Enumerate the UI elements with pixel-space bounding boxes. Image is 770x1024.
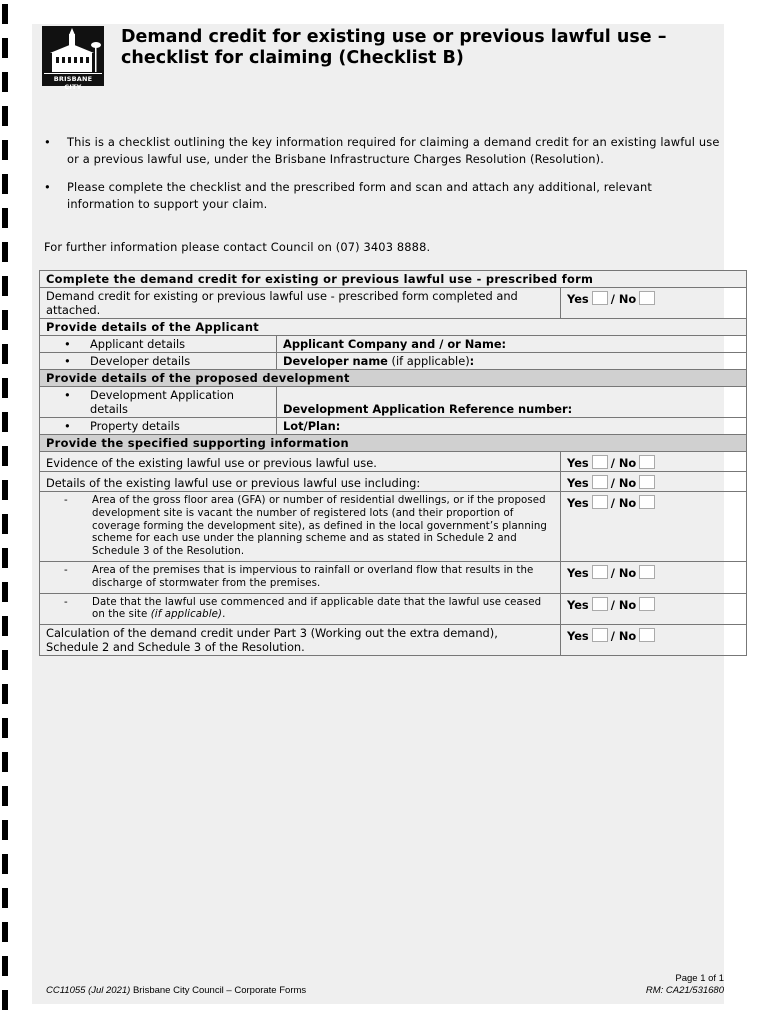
table-row [40, 452, 747, 472]
edge-mark [2, 820, 8, 840]
edge-mark [2, 378, 8, 398]
page-title: Demand credit for existing use or previous lawful use – checklist for claiming (Checklist B) [121, 27, 667, 68]
yes-no-choice: Yes / No [561, 593, 747, 625]
table-row [40, 418, 747, 435]
dev-app-details-item: • Development Application details [40, 387, 277, 418]
intro-bullets [44, 134, 720, 224]
yes-no-choice: Yes / No [561, 452, 747, 472]
edge-mark [2, 514, 8, 534]
property-details-item: • Property details [40, 418, 277, 435]
edge-mark [2, 990, 8, 1010]
brisbane-city-logo [42, 26, 104, 91]
edge-mark [2, 310, 8, 330]
page-number: Page 1 of 1 [675, 973, 724, 984]
edge-mark [2, 140, 8, 160]
dev-app-reference-field[interactable]: Development Application Reference number: [277, 387, 747, 418]
section-header-row [40, 370, 747, 387]
no-checkbox[interactable] [639, 291, 655, 305]
table-row [40, 387, 747, 418]
footer-form-code: CC11055 (Jul 2021) Brisbane City Council – Corporate Forms [46, 985, 307, 996]
yes-no-choice: Yes / No [561, 472, 747, 492]
footer-page-info [646, 973, 724, 997]
edge-mark [2, 786, 8, 806]
applicant-details-item: • Applicant details [40, 336, 277, 353]
yes-checkbox[interactable] [592, 455, 608, 469]
prescribed-form-item: Demand credit for existing or previous lawful use - prescribed form completed and attached. [40, 288, 561, 319]
intro-bullet-text: Please complete the checklist and the prescribed form and scan and attach any additional, relevant information to support your claim. [67, 180, 652, 211]
intro-bullet [44, 134, 720, 167]
claim-checklist-table [39, 270, 747, 656]
edge-mark [2, 718, 8, 738]
edge-mark [2, 242, 8, 262]
section-header-row [40, 319, 747, 336]
table-row [40, 336, 747, 353]
edge-mark [2, 582, 8, 602]
yes-checkbox[interactable] [592, 597, 608, 611]
no-checkbox[interactable] [639, 565, 655, 579]
edge-mark [2, 174, 8, 194]
edge-mark [2, 854, 8, 874]
section-header-supporting-info: Provide the specified supporting information [40, 435, 747, 452]
section-header-prescribed-form: Complete the demand credit for existing or previous lawful use - prescribed form [40, 271, 747, 288]
edge-mark [2, 276, 8, 296]
section-header-row [40, 271, 747, 288]
table-row [40, 593, 747, 625]
edge-mark [2, 888, 8, 908]
developer-details-item: • Developer details [40, 353, 277, 370]
edge-mark [2, 412, 8, 432]
logo-text: BRISBANE CITY [53, 75, 93, 91]
no-checkbox[interactable] [639, 628, 655, 642]
edge-mark [2, 956, 8, 976]
edge-mark [2, 4, 8, 24]
section-header-proposed-development: Provide details of the proposed development [40, 370, 747, 387]
contact-info: For further information please contact Council on (07) 3403 8888. [44, 240, 431, 254]
yes-checkbox[interactable] [592, 495, 608, 509]
section-header-applicant: Provide details of the Applicant [40, 319, 747, 336]
yes-checkbox[interactable] [592, 628, 608, 642]
bullet-symbol: • [44, 135, 51, 149]
yes-no-choice: Yes / No [561, 288, 747, 319]
applicant-name-field[interactable]: Applicant Company and / or Name: [277, 336, 747, 353]
yes-checkbox[interactable] [592, 565, 608, 579]
intro-bullet-text: This is a checklist outlining the key information required for claiming a demand credit for an existing lawful use or a previous lawful use, under the Brisbane Infrastructure Charges Resolution (Resolution). [67, 135, 720, 166]
edge-mark [2, 106, 8, 126]
edge-mark [2, 922, 8, 942]
edge-mark [2, 480, 8, 500]
no-checkbox[interactable] [639, 475, 655, 489]
edge-mark [2, 684, 8, 704]
table-row [40, 561, 747, 593]
yes-no-choice: Yes / No [561, 492, 747, 562]
no-checkbox[interactable] [639, 455, 655, 469]
yes-checkbox[interactable] [592, 291, 608, 305]
edge-mark [2, 208, 8, 228]
edge-mark [2, 650, 8, 670]
table-row [40, 288, 747, 319]
impervious-area-sub-item: - Area of the premises that is impervious to rainfall or overland flow that results in the discharge of stormwater from the premises. [40, 561, 561, 593]
edge-mark [2, 752, 8, 772]
developer-name-field[interactable]: Developer name (if applicable): [277, 353, 747, 370]
edge-mark [2, 38, 8, 58]
table-row [40, 472, 747, 492]
record-number: RM: CA21/531680 [645, 985, 724, 996]
table-row [40, 492, 747, 562]
no-checkbox[interactable] [639, 495, 655, 509]
scan-edge-marks [0, 0, 10, 1024]
calculation-item: Calculation of the demand credit under Part 3 (Working out the extra demand), Schedule 2 and Schedule 3 of the Resolution. [40, 625, 561, 656]
bullet-symbol: • [44, 180, 51, 194]
yes-no-choice: Yes / No [561, 561, 747, 593]
details-item: Details of the existing lawful use or previous lawful use including: [40, 472, 561, 492]
edge-mark [2, 344, 8, 364]
edge-mark [2, 72, 8, 92]
gfa-sub-item: - Area of the gross floor area (GFA) or number of residential dwellings, or if the proposed development site is vacant the number of registered lots (and their proportion of coverage forming the development site), as defined in the local government’s planning scheme for each use under the planning scheme and as stated in Schedule 2 and Schedule 3 of the Resolution. [40, 492, 561, 562]
lot-plan-field[interactable]: Lot/Plan: [277, 418, 747, 435]
edge-mark [2, 548, 8, 568]
yes-no-choice: Yes / No [561, 625, 747, 656]
edge-mark [2, 446, 8, 466]
yes-checkbox[interactable] [592, 475, 608, 489]
lawful-use-date-sub-item: - Date that the lawful use commenced and if applicable date that the lawful use ceased on the site (if applicable). [40, 593, 561, 625]
table-row [40, 353, 747, 370]
edge-mark [2, 616, 8, 636]
table-row [40, 625, 747, 656]
no-checkbox[interactable] [639, 597, 655, 611]
evidence-item: Evidence of the existing lawful use or previous lawful use. [40, 452, 561, 472]
intro-bullet [44, 179, 720, 212]
section-header-row [40, 435, 747, 452]
